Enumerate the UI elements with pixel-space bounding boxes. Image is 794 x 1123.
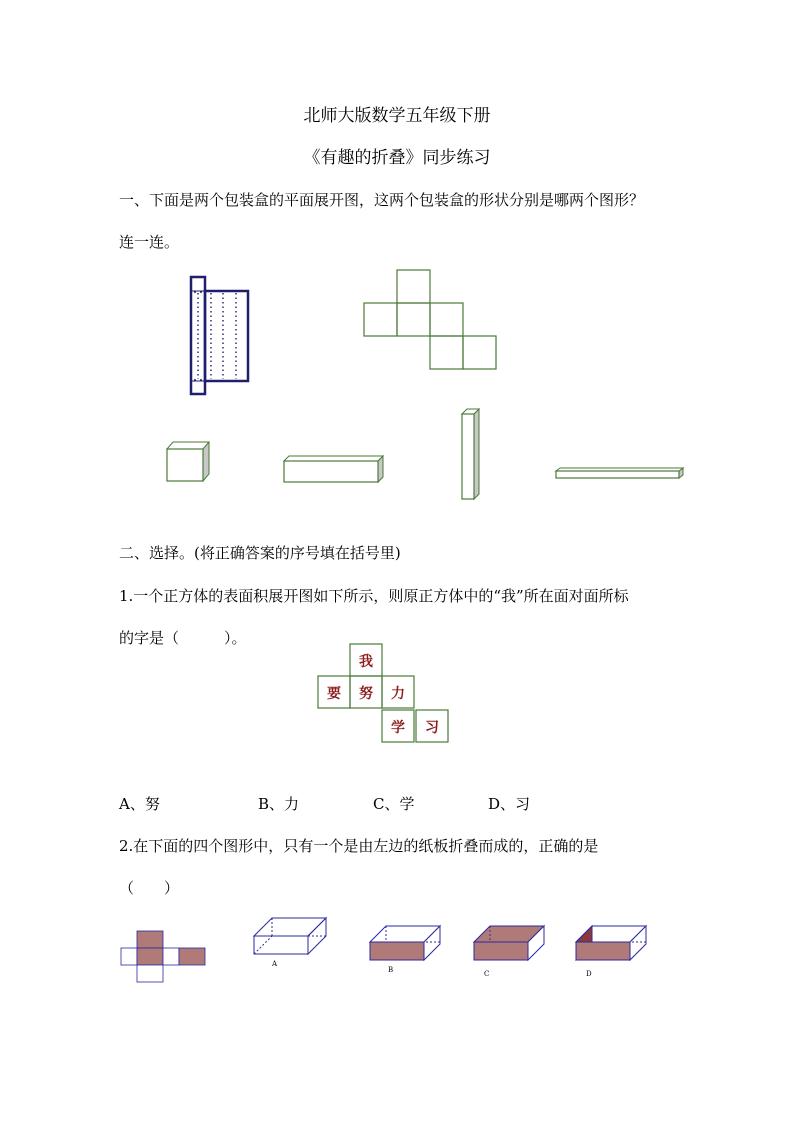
net-cell-3: 努 bbox=[359, 686, 373, 702]
net-cell-2: 要 bbox=[327, 686, 341, 702]
q1-option-c: C、学 bbox=[373, 795, 415, 813]
section1-line2: 连一连。 bbox=[119, 233, 180, 251]
q2-label-c: C bbox=[484, 970, 490, 978]
net-cell-6: 习 bbox=[425, 720, 439, 736]
net-cell-1: 我 bbox=[359, 654, 373, 670]
cube-net-figure bbox=[362, 268, 502, 374]
q2-label-d: D bbox=[586, 970, 592, 978]
q2-label-b: B bbox=[388, 966, 394, 974]
q2-box-b bbox=[366, 920, 446, 976]
section2-heading: 二、选择。(将正确答案的序号填在括号里) bbox=[119, 544, 401, 562]
tall-box-shape bbox=[458, 406, 482, 502]
page-subtitle: 《有趣的折叠》同步练习 bbox=[303, 148, 491, 168]
q2-label-a: A bbox=[272, 960, 278, 968]
net-cell-4: 力 bbox=[391, 686, 405, 702]
q2-box-d bbox=[572, 920, 652, 976]
q1-option-b: B、力 bbox=[258, 795, 300, 813]
page-title: 北师大版数学五年级下册 bbox=[303, 106, 491, 126]
q1-option-a: A、努 bbox=[119, 795, 160, 813]
q1-line1: 1.一个正方体的表面积展开图如下所示，则原正方体中的“我”所在面对面所标 bbox=[119, 587, 629, 605]
q2-box-c bbox=[470, 920, 550, 976]
q1-line2: 的字是（ ）。 bbox=[119, 629, 247, 647]
q1-option-d: D、习 bbox=[488, 795, 531, 813]
flat-box-shape bbox=[280, 456, 388, 486]
long-plank-shape bbox=[552, 466, 688, 482]
section1-heading: 一、下面是两个包装盒的平面展开图，这两个包装盒的形状分别是哪两个图形？ bbox=[119, 191, 645, 209]
small-cube-shape bbox=[163, 440, 211, 484]
q1-character-net bbox=[316, 642, 456, 748]
q2-box-a bbox=[250, 914, 330, 970]
q2-line1: 2.在下面的四个图形中，只有一个是由左边的纸板折叠而成的，正确的是 bbox=[119, 837, 599, 855]
q2-line2: （ ） bbox=[119, 879, 180, 897]
q2-paper-net bbox=[118, 928, 210, 986]
strip-net-figure bbox=[185, 272, 255, 400]
net-cell-5: 学 bbox=[391, 720, 405, 736]
